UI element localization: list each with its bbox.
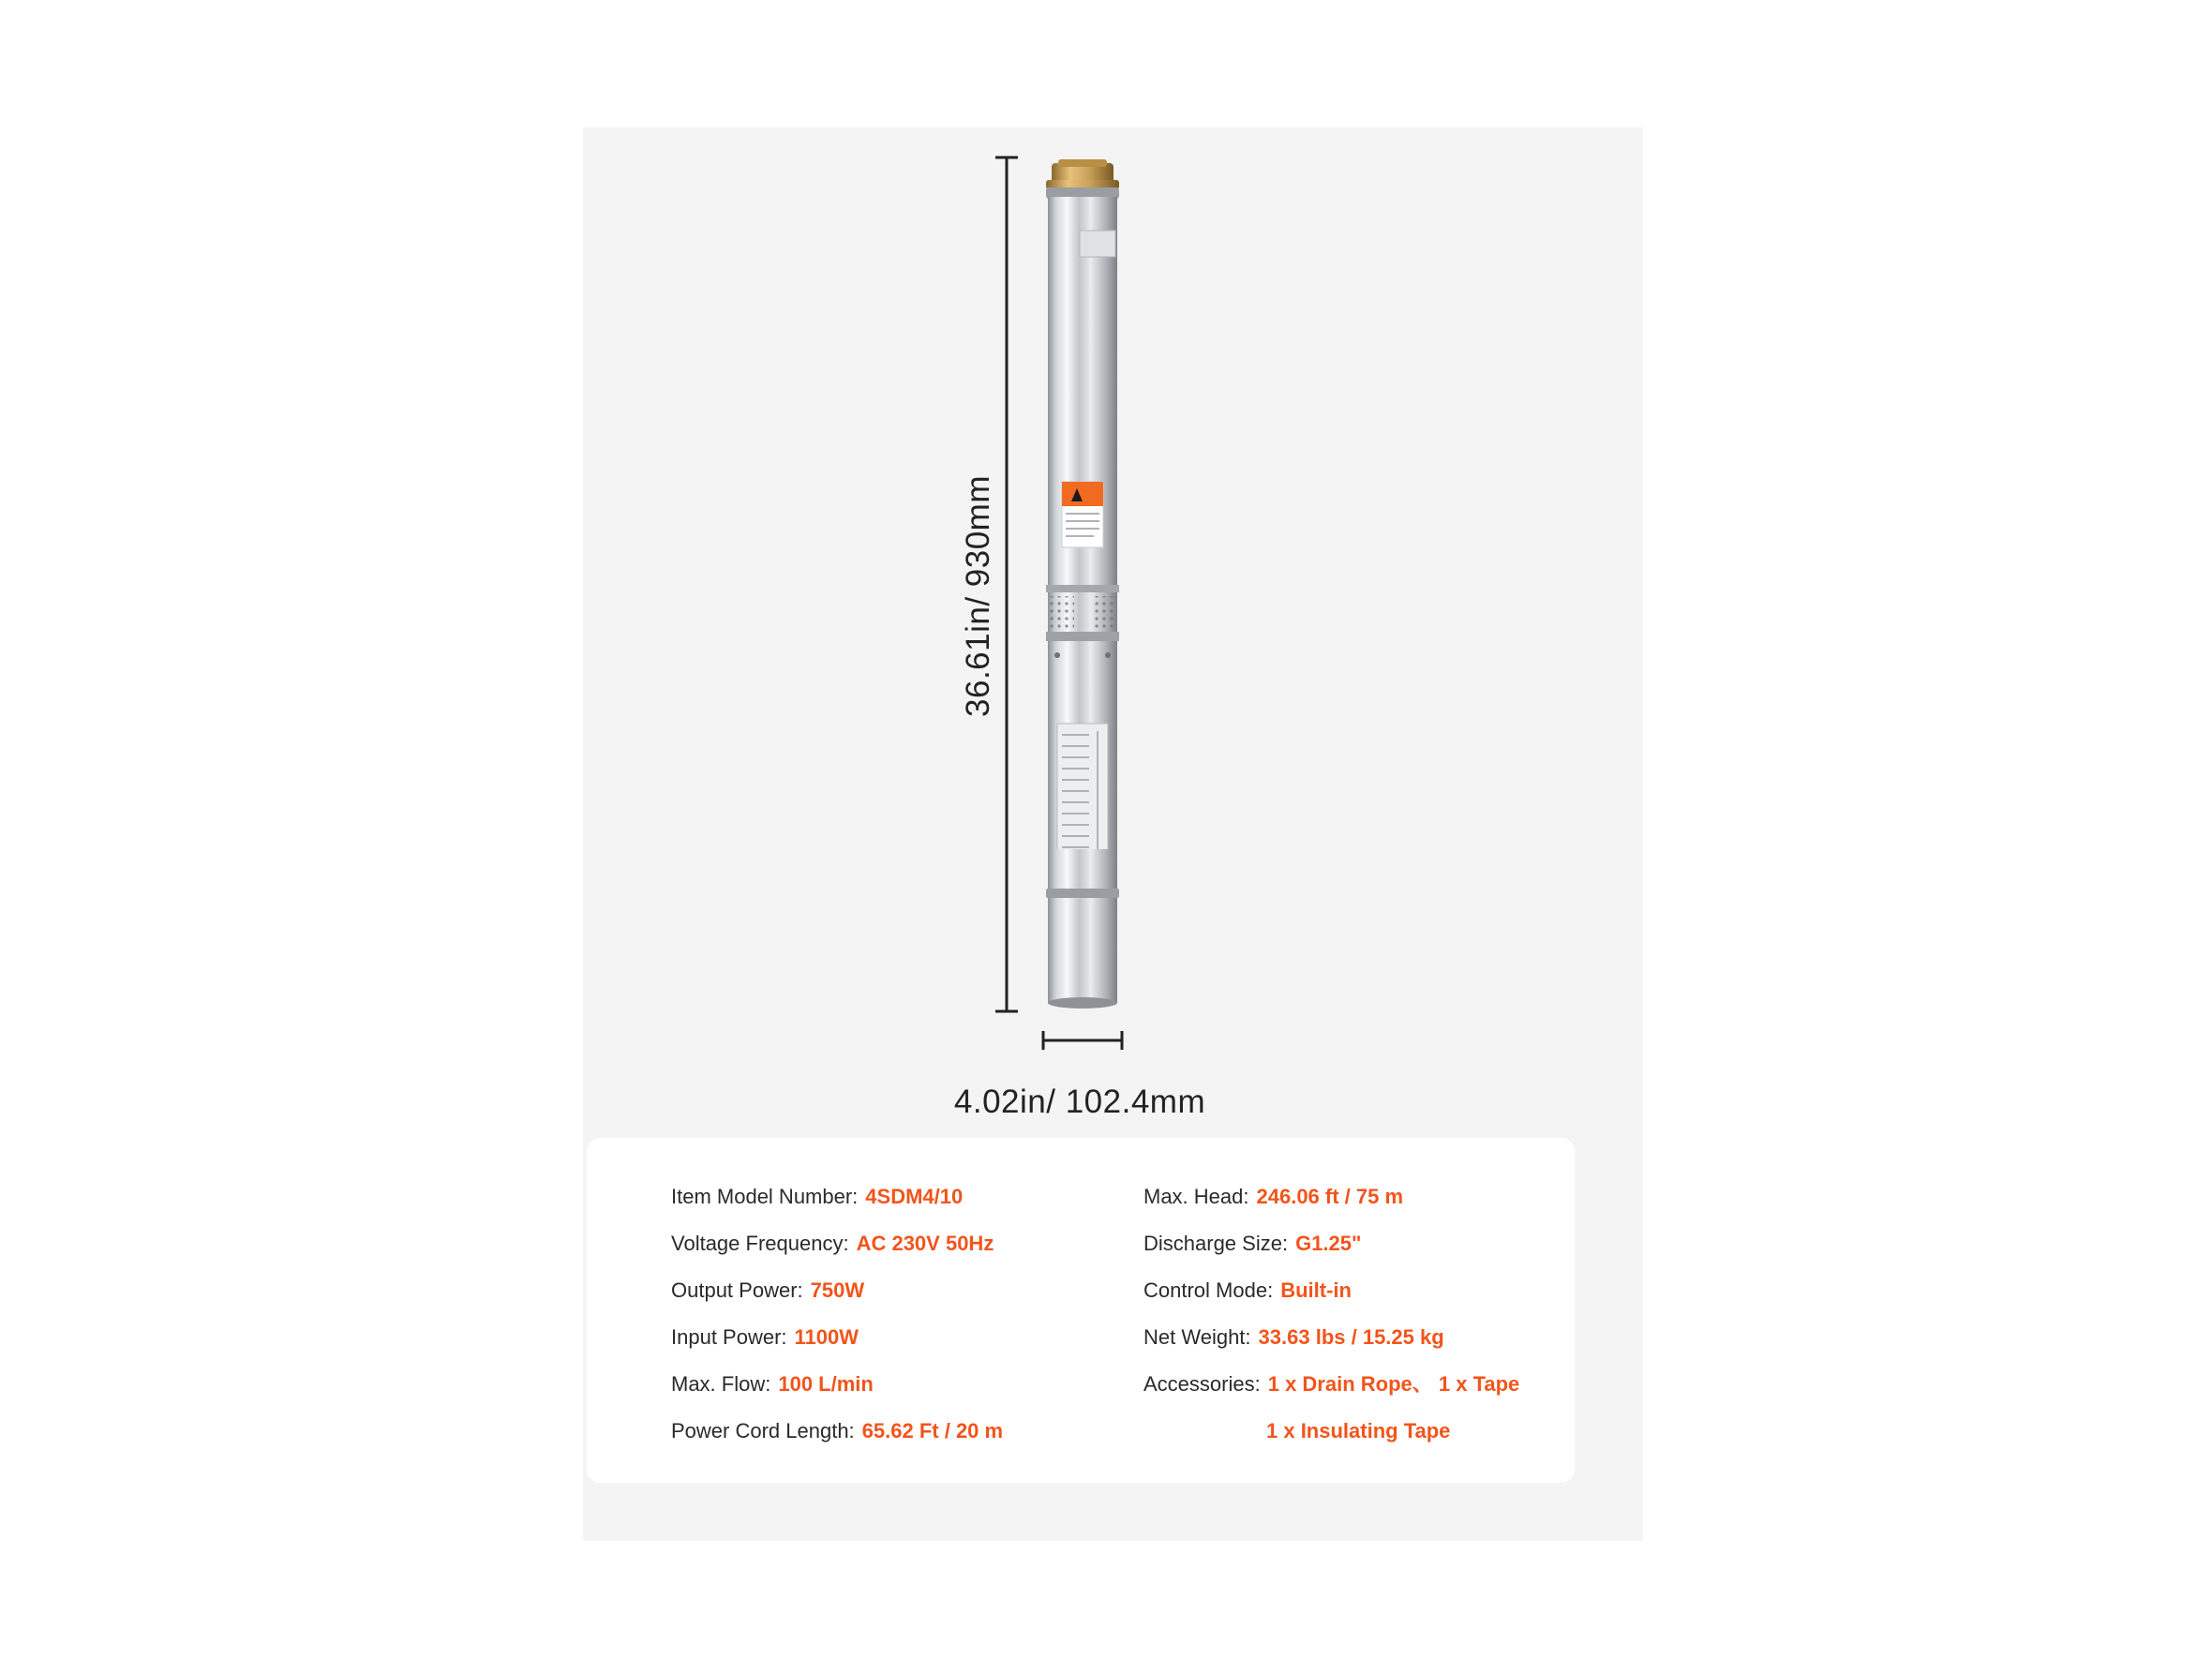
spec-label: Net Weight: <box>1143 1325 1251 1349</box>
spec-value: 65.62 Ft / 20 m <box>861 1419 1004 1442</box>
spec-value: 4SDM4/10 <box>865 1185 964 1208</box>
spec-value: G1.25" <box>1295 1232 1362 1255</box>
spec-value: 1 x Insulating Tape <box>1266 1419 1451 1442</box>
spec-row-max-flow <box>671 1361 1003 1408</box>
intake-mesh-left <box>1050 596 1074 628</box>
brass-outlet-cap <box>1046 159 1119 189</box>
spec-row-control-mode <box>1143 1267 1519 1314</box>
specs-left-column <box>671 1173 1003 1455</box>
intake-mesh-right <box>1091 596 1115 628</box>
spec-label: Power Cord Length: <box>671 1419 855 1442</box>
spec-value: Built-in <box>1280 1278 1352 1302</box>
spec-value: 100 L/min <box>778 1372 874 1396</box>
spec-label: Max. Flow: <box>671 1372 771 1396</box>
product-panel <box>583 127 1643 1541</box>
spec-value: 750W <box>810 1278 865 1302</box>
spec-value: 33.63 lbs / 15.25 kg <box>1258 1325 1444 1349</box>
submersible-pump-image <box>583 127 1643 1102</box>
instruction-sticker <box>1057 724 1108 860</box>
spec-row-model <box>671 1173 1003 1220</box>
spec-row-max-head <box>1143 1173 1519 1220</box>
spec-row-input-power <box>671 1314 1003 1361</box>
base-joint <box>1046 889 1119 898</box>
spec-label: Input Power: <box>671 1325 787 1349</box>
spec-row-cord-length <box>671 1408 1003 1455</box>
spec-label: Accessories: <box>1143 1372 1261 1396</box>
spec-row-output-power <box>671 1267 1003 1314</box>
spec-label: Control Mode: <box>1143 1278 1274 1302</box>
spec-value: 246.06 ft / 75 m <box>1256 1185 1404 1208</box>
product-figure <box>583 127 1643 1120</box>
spec-label: Discharge Size: <box>1143 1232 1289 1255</box>
warning-label <box>1062 482 1103 547</box>
spec-value: AC 230V 50Hz <box>856 1232 994 1255</box>
pump-bottom-end <box>1048 997 1117 1009</box>
height-dimension-label: 36.61in/ 930mm <box>960 475 996 717</box>
spec-row-voltage <box>671 1220 1003 1267</box>
spec-row-discharge-size <box>1143 1220 1519 1267</box>
spec-value: 1100W <box>794 1325 859 1349</box>
spec-label: Output Power: <box>671 1278 803 1302</box>
width-dimension-label: 4.02in/ 102.4mm <box>953 1084 1206 1120</box>
spec-row-accessories <box>1143 1361 1519 1408</box>
pump-motor-lower <box>1048 849 1117 889</box>
pump-base <box>1048 898 1117 1003</box>
intake-ring-top <box>1046 585 1119 592</box>
intake-ring-bottom <box>1046 632 1119 641</box>
spec-row-net-weight <box>1143 1314 1519 1361</box>
height-dimension-line <box>995 157 1018 1011</box>
specs-right-column <box>1143 1173 1519 1455</box>
width-dimension-line <box>1043 1031 1122 1050</box>
specifications-card <box>587 1138 1575 1483</box>
spec-label: Voltage Frequency: <box>671 1232 849 1255</box>
spec-label: Max. Head: <box>1143 1185 1249 1208</box>
spec-value: 1 x Drain Rope、 1 x Tape <box>1267 1372 1520 1396</box>
pump-nameplate <box>1080 231 1115 257</box>
spec-row-accessories-continued <box>1143 1408 1519 1455</box>
spec-label: Item Model Number: <box>671 1185 859 1208</box>
